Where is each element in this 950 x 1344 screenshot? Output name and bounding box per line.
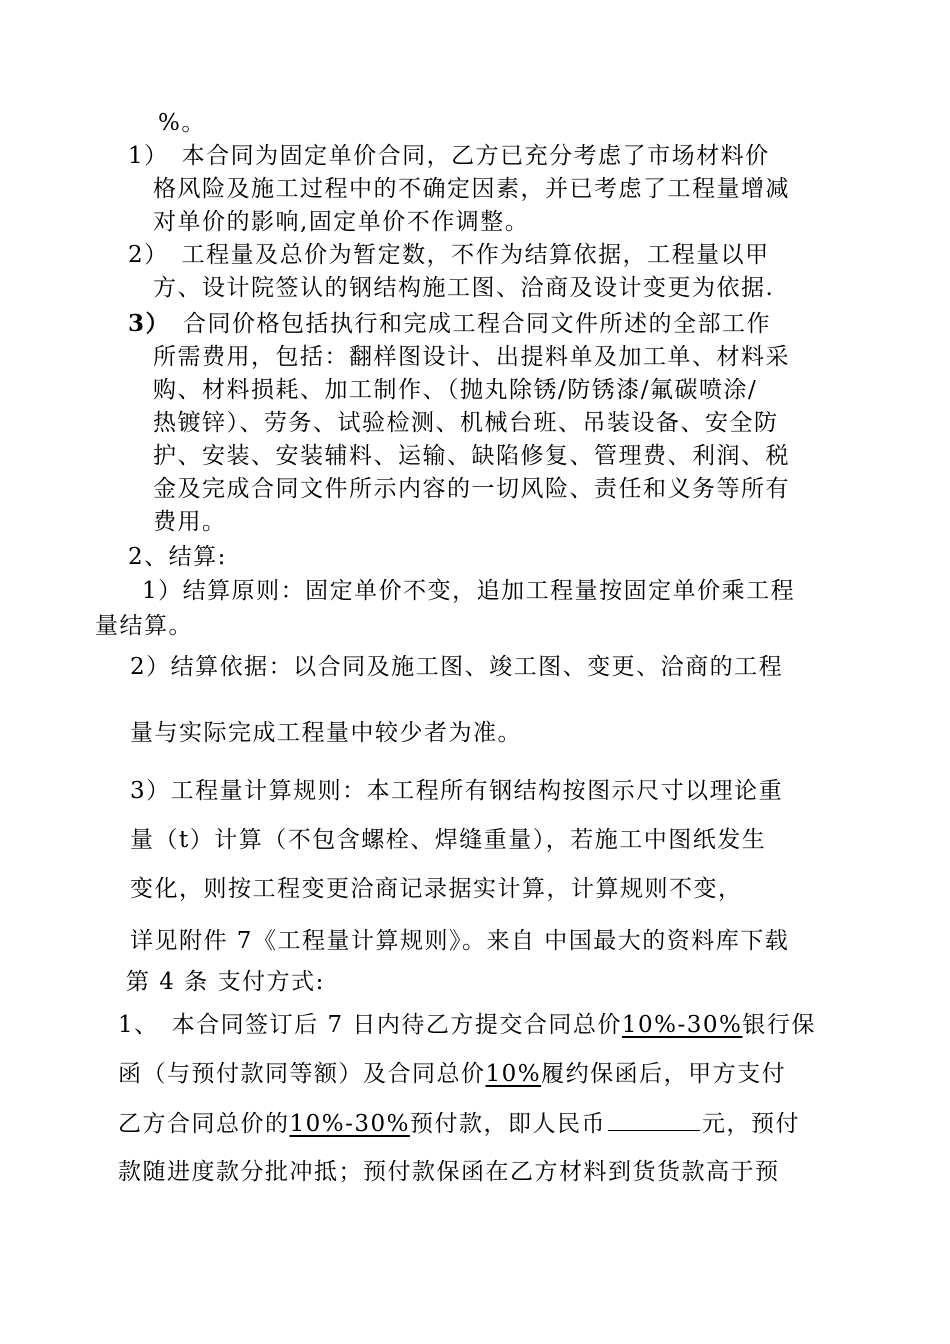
section-heading: 2、结算:	[128, 544, 227, 570]
text-line: 购、材料损耗、加工制作、（抛丸除锈/防锈漆/氟碳喷涂/	[153, 377, 758, 403]
text-line: 格风险及施工过程中的不确定因素，并已考虑了工程量增减	[153, 176, 790, 202]
text-line: 方、设计院签认的钢结构施工图、洽商及设计变更为依据.	[153, 275, 775, 301]
text-line: 2） 工程量及总价为暂定数，不作为结算依据，工程量以甲	[128, 242, 770, 268]
text-segment: 乙方合同总价的	[118, 1111, 290, 1137]
text-line	[118, 1059, 786, 1089]
text-line: 3）工程量计算规则：本工程所有钢结构按图示尺寸以理论重	[130, 778, 784, 804]
text-line	[128, 309, 771, 339]
text-segment: 函（与预付款同等额）及合同总价	[118, 1061, 486, 1087]
text-segment: 1、 本合同签订后 7 日内待乙方提交合同总价	[118, 1012, 622, 1038]
text-line: 所需费用，包括：翻样图设计、出提料单及加工单、材料采	[153, 344, 790, 370]
text-line: 金及完成合同文件所示内容的一切风险、责任和义务等所有	[153, 476, 790, 502]
underlined-value: 10%	[485, 1061, 542, 1087]
amount-blank	[608, 1108, 700, 1131]
text-line: 1）结算原则：固定单价不变，追加工程量按固定单价乘工程	[142, 578, 796, 604]
text-line: 1） 本合同为固定单价合同，乙方已充分考虑了市场材料价	[128, 143, 770, 169]
text-line: 护、安装、安装辅料、运输、缺陷修复、管理费、利润、税	[153, 443, 790, 469]
text-line	[118, 1108, 800, 1139]
text-line	[118, 1010, 816, 1040]
text-segment: 预付款，即人民币	[410, 1111, 607, 1137]
text-line: 量结算。	[95, 613, 193, 639]
text-line: 2）结算依据：以合同及施工图、竣工图、变更、洽商的工程	[130, 654, 784, 680]
text-line: 热镀锌）、劳务、试验检测、机械台班、吊装设备、安全防	[153, 410, 779, 436]
text-line: 费用。	[153, 509, 227, 535]
text-line: %。	[158, 110, 206, 136]
text-line: 量与实际完成工程量中较少者为准。	[130, 720, 522, 746]
text-line: 变化，则按工程变更洽商记录据实计算，计算规则不变，	[130, 876, 743, 902]
text-line: 详见附件 7《工程量计算规则》。来自 中国最大的资料库下载	[130, 928, 790, 954]
text-segment: 履约保函后，甲方支付	[541, 1061, 787, 1087]
underlined-value: 10%-30%	[289, 1111, 411, 1137]
text-line: 款随进度款分批冲抵；预付款保函在乙方材料到货货款高于预	[118, 1159, 780, 1185]
list-marker: 3）	[128, 310, 159, 337]
text-segment: 合同价格包括执行和完成工程合同文件所述的全部工作	[183, 311, 772, 337]
text-line: 对单价的影响,固定单价不作调整。	[153, 209, 530, 235]
text-segment: 银行保	[742, 1012, 816, 1038]
underlined-value: 10%-30%	[621, 1012, 743, 1038]
text-line: 量（t）计算（不包含螺栓、焊缝重量），若施工中图纸发生	[130, 827, 767, 853]
article-heading: 第 4 条 支付方式:	[126, 969, 325, 995]
text-segment: 元，预付	[702, 1111, 801, 1137]
